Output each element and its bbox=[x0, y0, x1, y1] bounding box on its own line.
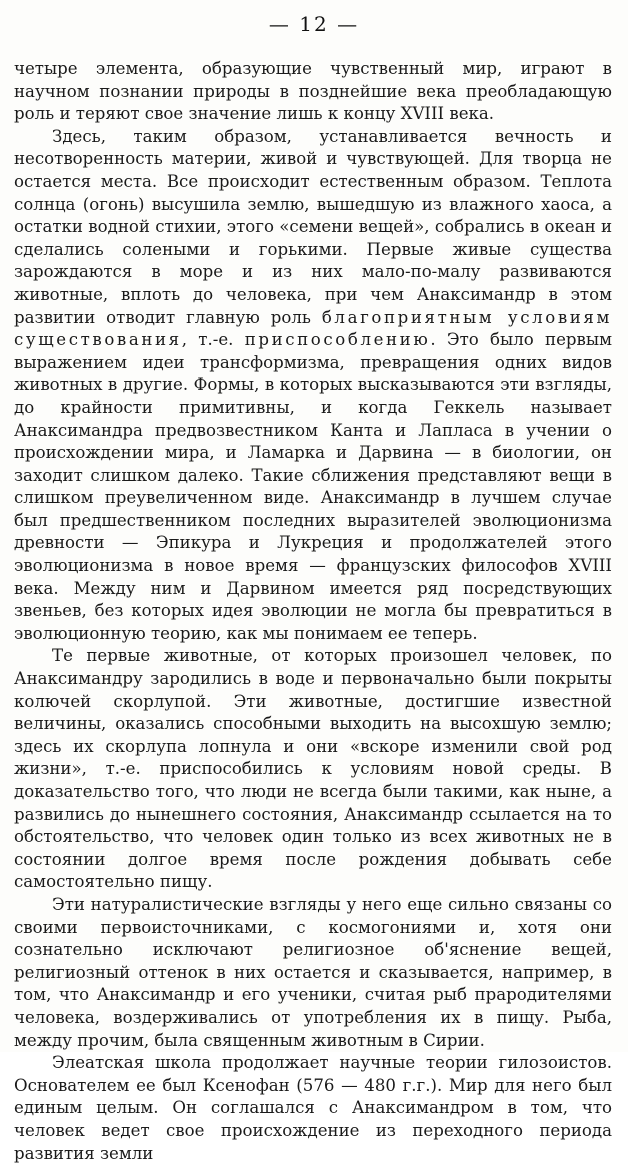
paragraph-2 bbox=[14, 126, 612, 646]
emphasis-favorable-conditions: благоприятным условиям существования bbox=[14, 307, 613, 350]
paragraph-4: Эти натуралистические взгляды у него еще сильно связаны со своими первоисточниками, с космогониями и, хотя они сознательно исключают религиозное об'яснение вещей, религиозный оттенок в них остается и сказывается, например, в том, что Анаксимандр и его ученики, считая рыб прародителями человека, воздерживались от употребления их в пищу. Рыба, между прочим, была священным животным в Сирии. bbox=[14, 894, 612, 1050]
page-number: — 12 — bbox=[268, 12, 360, 36]
paragraph-5: Элеатская школа продолжает научные теории гилозоистов. Основателем ее был Ксенофан (576 — 480 г.г.). Мир для него был единым целым. Он соглашался с Анаксимандром в том, что человек ведет свое происхождение из переходного периода развития земли bbox=[14, 1053, 612, 1163]
paragraph-1: четыре элемента, образующие чувственный мир, играют в научном познании природы в позднейшие века преобладающую роль и теряют свое значение лишь к концу XVIII века. bbox=[14, 59, 612, 124]
emphasis-adaptation: приспособлению bbox=[244, 330, 431, 350]
paragraph-3: Те первые животные, от которых произошел человек, по Анаксимандру зародились в воде и первоначально были покрыты колючей скорлупой. Эти животные, достигшие известной величины, оказались способными выходить на высохшую землю; здесь их скорлупа лопнула и они «вскоре изменили свой род жизни», т.-е. приспособились к условиям новой среды. В доказательство того, что люди не всегда были такими, как ныне, а развились до нынешнего состояния, Анаксимандр ссылается на то обстоятельство, что человек один только из всех животных не в состоянии долгое время после рождения добывать себе самостоятельно пищу. bbox=[14, 646, 612, 892]
paragraph-2-text-middle: , т.-е. bbox=[181, 330, 245, 350]
paragraph-2-text-after: . Это было первым выражением идеи трансформизма, превращения одних видов животных в другие. Формы, в которых высказываются эти взгляды, до крайности примитивны, и когда Геккель называет Анаксимандра предвозвестником Канта и Лапласа в учении о происхождении мира, и Ламарка и Дарвина — в биологии, он заходит слишком далеко. Такие сближения представляют вещи в слишком преувеличенном виде. Анаксимандр в лучшем случае был предшественником последних выразителей эволюционизма древности — Эпикура и Лукреция и продолжателей этого эволюционизма в новое время — французских философов XVIII века. Между ним и Дарвином имеется ряд посредствующих звеньев, без которых идея эволюции не могла бы превратиться в эволюционную теорию, как мы понимаем ее теперь. bbox=[14, 330, 613, 643]
paragraph-2-text-before: Здесь, таким образом, устанавливается вечность и несотворенность материи, живой и чувствующей. Для творца не остается места. Все происходит естественным образом. Теплота солнца (огонь) высушила землю, вышедшую из влажного хаоса, а остатки водной стихии, этого «семени вещей», собрались в океан и сделались солеными и горькими. Первые живые существа зарождаются в море и из них мало-по-малу развиваются животные, вплоть до человека, при чем Анаксимандр в этом развитии отводит главную роль bbox=[14, 126, 612, 327]
page-body bbox=[14, 58, 612, 1165]
